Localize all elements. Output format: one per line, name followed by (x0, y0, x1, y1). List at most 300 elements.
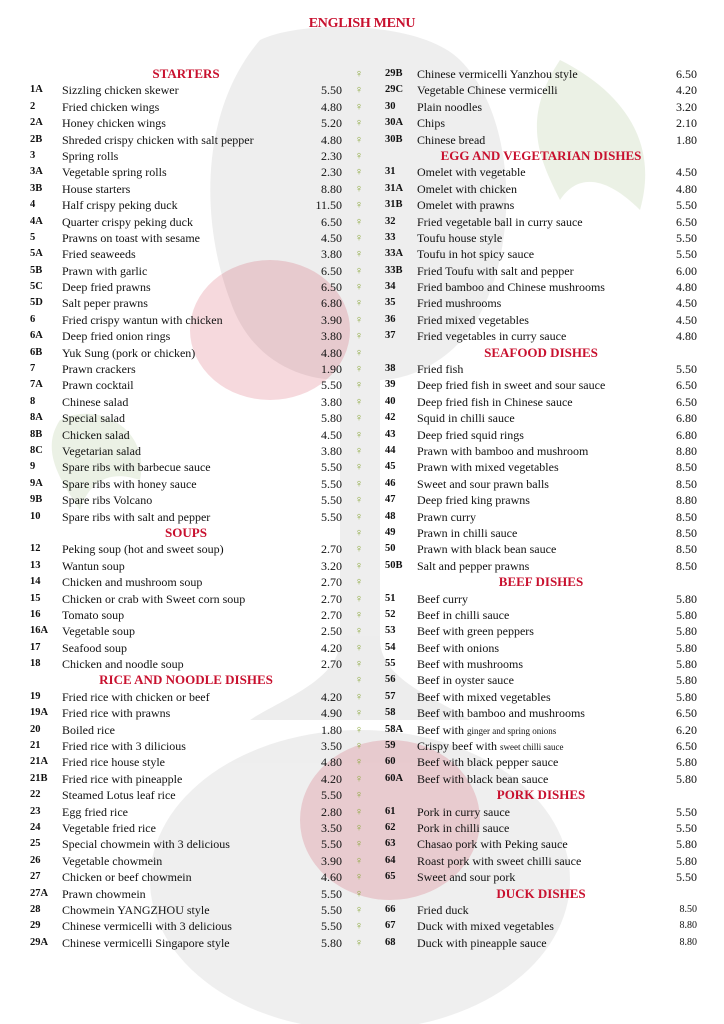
item-name (417, 328, 566, 344)
menu-item-row (30, 246, 342, 262)
menu-item-row (30, 181, 342, 197)
menu-item-row (385, 197, 697, 213)
item-name-text: Fried chicken wings (62, 99, 160, 114)
item-number: 48 (385, 510, 396, 522)
item-name-text: Deep fried fish in Chinese sauce (417, 394, 573, 409)
item-name (417, 361, 463, 377)
item-name (417, 66, 578, 82)
menu-item-row (385, 869, 697, 885)
item-name (62, 689, 210, 705)
item-name-text: Quarter crispy peking duck (62, 214, 193, 229)
menu-item-row (385, 689, 697, 705)
divider-glyph-icon: ♀ (354, 346, 364, 359)
menu-item-row (385, 279, 697, 295)
divider-glyph-icon: ♀ (354, 166, 364, 179)
item-price: 4.80 (321, 132, 342, 147)
item-price: 2.70 (321, 607, 342, 622)
item-name-text: Fried mushrooms (417, 296, 502, 311)
divider-glyph-icon: ♀ (354, 84, 364, 97)
item-name-text: Fried mixed vegetables (417, 312, 529, 327)
item-name (417, 541, 556, 557)
menu-item-row (30, 443, 342, 459)
item-number: 43 (385, 428, 396, 440)
menu-item-row (30, 82, 342, 98)
item-name (417, 476, 549, 492)
item-name (417, 99, 482, 115)
item-number: 29A (30, 936, 49, 948)
item-name-text: Beef with mushrooms (417, 657, 523, 672)
item-name (62, 509, 210, 525)
item-price: 8.50 (679, 903, 697, 915)
item-name-text: Chicken or beef chowmein (62, 870, 192, 885)
menu-item-row (30, 476, 342, 492)
item-name (62, 181, 130, 197)
menu-item-row (30, 738, 342, 754)
divider-glyph-icon: ♀ (354, 199, 364, 212)
item-number: 18 (30, 658, 41, 670)
item-name-text: Chicken and mushroom soup (62, 575, 203, 590)
item-name (417, 705, 585, 721)
section-heading: STARTERS (152, 66, 220, 81)
divider-glyph-icon: ♀ (354, 68, 364, 80)
item-number: 1A (30, 84, 43, 96)
item-name (62, 804, 128, 820)
item-number: 2B (30, 133, 43, 145)
item-price: 3.90 (321, 853, 342, 868)
item-number: 57 (385, 690, 396, 702)
item-number: 2 (30, 100, 36, 112)
item-number: 29 (30, 920, 41, 932)
menu-item-row (385, 804, 697, 820)
item-number: 14 (30, 576, 41, 588)
item-name (417, 656, 523, 672)
item-name-text: Chinese vermicelli with 3 delicious (62, 919, 232, 934)
item-number: 12 (30, 543, 41, 555)
menu-item-row (30, 623, 342, 639)
menu-item-row (30, 295, 342, 311)
item-price: 1.80 (321, 722, 342, 737)
item-price: 6.50 (676, 394, 697, 409)
item-number: 46 (385, 477, 396, 489)
item-price: 8.50 (676, 509, 697, 524)
item-name (417, 492, 530, 508)
divider-glyph-icon: ♀ (354, 444, 364, 457)
item-number: 21B (30, 772, 48, 784)
item-name-text: Spare ribs with honey sauce (62, 476, 197, 491)
item-name-text: Prawn with bamboo and mushroom (417, 443, 589, 458)
item-price: 4.50 (321, 230, 342, 245)
item-number: 60 (385, 756, 396, 768)
item-name-text: Beef with (417, 722, 464, 737)
divider-glyph-icon: ♀ (354, 281, 364, 294)
item-price: 3.50 (321, 739, 342, 754)
divider-glyph-icon: ♀ (354, 428, 364, 441)
item-number: 24 (30, 821, 41, 833)
item-name (417, 771, 548, 787)
menu-item-row (385, 312, 697, 328)
item-name-text: Fried duck (417, 902, 469, 917)
item-name (62, 263, 147, 279)
item-price: 5.50 (321, 788, 342, 803)
item-name-text: Wantun soup (62, 558, 125, 573)
menu-item-row (30, 541, 342, 557)
item-number: 33A (385, 248, 404, 260)
item-name-text: Deep fried king prawns (417, 493, 530, 508)
item-name (417, 197, 514, 213)
item-name (417, 214, 583, 230)
item-name-text: Beef in oyster sauce (417, 673, 514, 688)
menu-item-row (385, 230, 697, 246)
menu-item-row (385, 623, 697, 639)
menu-item-row (30, 115, 342, 131)
item-price: 4.80 (676, 329, 697, 344)
item-price: 2.70 (321, 591, 342, 606)
menu-item-row (30, 836, 342, 852)
item-name-small: ginger and spring onions (467, 725, 557, 736)
item-number: 25 (30, 838, 41, 850)
item-number: 7 (30, 363, 36, 375)
item-price: 6.50 (676, 214, 697, 229)
item-name (62, 558, 125, 574)
item-price: 6.80 (321, 296, 342, 311)
item-number: 30A (385, 117, 404, 129)
item-name-text: Omelet with chicken (417, 181, 517, 196)
divider-glyph-icon: ♀ (354, 592, 364, 605)
item-number: 31B (385, 199, 403, 211)
item-number: 58 (385, 707, 396, 719)
item-price: 4.50 (676, 165, 697, 180)
menu-item-row (30, 722, 342, 738)
item-name (62, 279, 151, 295)
item-name (62, 99, 159, 115)
menu-item-row (385, 672, 697, 688)
item-number: 5A (30, 248, 43, 260)
item-number: 16A (30, 625, 49, 637)
divider-glyph-icon: ♀ (354, 149, 364, 162)
menu-item-row (30, 132, 342, 148)
item-price: 3.50 (321, 820, 342, 835)
item-price: 8.80 (676, 443, 697, 458)
item-name-text: Fried crispy wantun with chicken (62, 312, 223, 327)
section-heading: RICE AND NOODLE DISHES (99, 672, 273, 688)
menu-item-row (385, 377, 697, 393)
item-price: 5.50 (321, 493, 342, 508)
divider-glyph-icon: ♀ (354, 576, 364, 589)
menu-item-row (30, 935, 342, 951)
menu-item-row (385, 361, 697, 377)
item-number: 33B (385, 264, 403, 276)
item-name-text: Toufu house style (417, 230, 503, 245)
menu-right-column (385, 66, 697, 951)
item-name (417, 623, 534, 639)
item-name (62, 214, 193, 230)
item-name (417, 181, 517, 197)
menu-item-row (30, 345, 342, 361)
item-price: 4.50 (676, 312, 697, 327)
item-number: 51 (385, 592, 396, 604)
divider-glyph-icon: ♀ (354, 248, 364, 261)
item-name-text: Deep fried fish in sweet and sour sauce (417, 378, 606, 393)
item-number: 15 (30, 592, 41, 604)
menu-item-row (30, 689, 342, 705)
item-name (417, 509, 476, 525)
item-name (417, 263, 574, 279)
item-name (417, 607, 509, 623)
item-name (62, 427, 130, 443)
item-name (62, 623, 135, 639)
item-name (62, 476, 197, 492)
item-name (417, 246, 534, 262)
item-price: 5.80 (676, 771, 697, 786)
item-name (62, 82, 179, 98)
item-number: 60A (385, 772, 404, 784)
item-price: 2.70 (321, 657, 342, 672)
item-name-text: Prawn crackers (62, 362, 136, 377)
divider-glyph-icon: ♀ (354, 100, 364, 113)
item-price: 8.50 (676, 476, 697, 491)
divider-glyph-icon: ♀ (354, 920, 364, 933)
item-number: 20 (30, 723, 41, 735)
item-name (62, 607, 124, 623)
menu-item-row (30, 902, 342, 918)
item-number: 35 (385, 297, 396, 309)
item-number: 36 (385, 313, 396, 325)
item-name-text: Toufu in hot spicy sauce (417, 247, 535, 262)
item-name-text: Chinese salad (62, 394, 129, 409)
item-name (417, 722, 556, 739)
menu-item-row (30, 377, 342, 393)
menu-item-row (30, 869, 342, 885)
item-name (417, 640, 499, 656)
item-name (417, 754, 558, 770)
menu-item-row (385, 459, 697, 475)
item-number: 2A (30, 117, 43, 129)
item-number: 49 (385, 526, 396, 538)
item-price: 3.80 (321, 247, 342, 262)
page-title: ENGLISH MENU (308, 16, 416, 31)
menu-item-row (385, 181, 697, 197)
item-number: 23 (30, 805, 41, 817)
item-price: 5.80 (321, 411, 342, 426)
item-name (62, 410, 125, 426)
divider-glyph-icon: ♀ (354, 363, 364, 376)
item-price: 2.70 (321, 542, 342, 557)
menu-item-row (30, 787, 342, 803)
item-name (417, 902, 469, 918)
item-name-text: Beef with onions (417, 640, 499, 655)
menu-item-row (385, 263, 697, 279)
menu-item-row (385, 427, 697, 443)
menu-left-column (30, 66, 342, 951)
item-name (417, 836, 568, 852)
item-price: 6.80 (676, 427, 697, 442)
item-price: 5.80 (676, 689, 697, 704)
item-name-text: Duck with pineapple sauce (417, 935, 547, 950)
item-price: 6.80 (676, 411, 697, 426)
item-name (417, 935, 547, 951)
item-name-text: Prawn curry (417, 509, 476, 524)
menu-item-row (385, 295, 697, 311)
item-price: 3.80 (321, 394, 342, 409)
item-price: 6.50 (321, 214, 342, 229)
item-name-text: Chinese vermicelli Singapore style (62, 935, 230, 950)
item-number: 17 (30, 641, 41, 653)
item-name-text: Pork in chilli sauce (417, 820, 510, 835)
item-name (62, 361, 136, 377)
item-number: 13 (30, 559, 41, 571)
menu-item-row (30, 705, 342, 721)
item-name-text: Fried rice with chicken or beef (62, 689, 210, 704)
item-number: 22 (30, 789, 41, 801)
item-price: 5.50 (676, 804, 697, 819)
divider-glyph-icon: ♀ (354, 625, 364, 638)
item-number: 8B (30, 428, 43, 440)
menu-item-row (385, 394, 697, 410)
divider-glyph-icon: ♀ (354, 936, 364, 949)
item-name-text: Fried bamboo and Chinese mushrooms (417, 280, 605, 295)
divider-glyph-icon: ♀ (354, 133, 364, 146)
item-price: 5.50 (676, 820, 697, 835)
menu-item-row (30, 558, 342, 574)
divider-glyph-icon: ♀ (354, 772, 364, 785)
item-price: 6.00 (676, 263, 697, 278)
item-price: 2.30 (321, 148, 342, 163)
item-price: 8.80 (676, 493, 697, 508)
menu-item-row (385, 656, 697, 672)
item-name-text: Beef with black pepper sauce (417, 755, 559, 770)
menu-item-row (385, 246, 697, 262)
item-name-text: Prawn in chilli sauce (417, 525, 518, 540)
item-name-text: Duck with mixed vegetables (417, 919, 554, 934)
item-number: 3 (30, 149, 36, 161)
divider-glyph-icon: ♀ (354, 608, 364, 621)
divider-glyph-icon: ♀ (354, 215, 364, 228)
item-number: 66 (385, 903, 396, 915)
item-name-text: Fried fish (417, 362, 464, 377)
item-number: 50B (385, 559, 403, 571)
item-number: 5B (30, 264, 43, 276)
item-price: 5.50 (321, 837, 342, 852)
item-name-text: Roast pork with sweet chilli sauce (417, 853, 582, 868)
menu-item-row (30, 361, 342, 377)
item-name-text: Chicken or crab with Sweet corn soup (62, 591, 246, 606)
item-name (417, 312, 529, 328)
item-price: 3.20 (676, 99, 697, 114)
item-name-text: Prawn with black bean sauce (417, 542, 557, 557)
item-name (417, 427, 524, 443)
item-price: 4.20 (321, 640, 342, 655)
menu-item-row (30, 853, 342, 869)
item-price: 4.60 (321, 870, 342, 885)
item-price: 5.50 (321, 919, 342, 934)
item-price: 5.80 (676, 837, 697, 852)
item-name-text: Spring rolls (62, 148, 119, 163)
item-price: 8.80 (321, 181, 342, 196)
divider-glyph-icon: ♀ (354, 461, 364, 474)
item-number: 5 (30, 231, 36, 243)
item-name (62, 869, 192, 885)
item-name-text: Boiled rice (62, 722, 115, 737)
item-name-text: Seafood soup (62, 640, 127, 655)
item-number: 32 (385, 215, 396, 227)
item-number: 4A (30, 215, 43, 227)
item-number: 5C (30, 281, 43, 293)
item-price: 4.50 (321, 427, 342, 442)
item-price: 4.80 (321, 755, 342, 770)
item-name-text: Prawns on toast with sesame (62, 230, 200, 245)
item-number: 29B (385, 68, 403, 79)
item-number: 64 (385, 854, 396, 866)
item-name-text: Plain noodles (417, 99, 482, 114)
item-number: 42 (385, 412, 396, 424)
item-name (62, 132, 254, 148)
item-name (62, 541, 224, 557)
item-name (417, 377, 605, 393)
item-name-text: Egg fried rice (62, 804, 128, 819)
item-price: 5.50 (676, 362, 697, 377)
menu-item-row (30, 459, 342, 475)
item-number: 31A (385, 182, 404, 194)
item-name-text: Vegetable soup (62, 624, 135, 639)
item-name-text: Fried Toufu with salt and pepper (417, 263, 574, 278)
item-name (417, 820, 509, 836)
menu-item-row (385, 935, 697, 951)
divider-glyph-icon: ♀ (354, 641, 364, 654)
divider-glyph-icon: ♀ (354, 182, 364, 195)
item-price: 5.50 (321, 378, 342, 393)
item-number: 7A (30, 379, 43, 391)
item-name-text: Chicken and noodle soup (62, 657, 184, 672)
item-name (62, 115, 166, 131)
item-number: 19 (30, 690, 41, 702)
menu-item-row (385, 115, 697, 131)
item-number: 68 (385, 936, 396, 948)
menu-item-row (385, 492, 697, 508)
item-name-text: Beef with mixed vegetables (417, 689, 551, 704)
divider-glyph-icon: ♀ (354, 690, 364, 703)
menu-item-row (385, 902, 697, 918)
item-name-text: Omelet with vegetable (417, 165, 526, 180)
divider-glyph-icon: ♀ (354, 510, 364, 523)
divider-glyph-icon: ♀ (354, 379, 364, 392)
item-number: 56 (385, 674, 396, 686)
item-name-text: Peking soup (hot and sweet soup) (62, 542, 224, 557)
menu-item-row (30, 574, 342, 590)
item-name (62, 492, 152, 508)
item-number: 9A (30, 477, 43, 489)
item-name (62, 328, 170, 344)
item-name (417, 869, 515, 885)
menu-item-row (30, 509, 342, 525)
item-name (62, 771, 182, 787)
item-number: 33 (385, 231, 396, 243)
divider-glyph-icon: ♀ (354, 838, 364, 851)
item-name-text: Shreded crispy chicken with salt pepper (62, 132, 254, 147)
item-price: 6.50 (321, 263, 342, 278)
item-price: 5.80 (676, 657, 697, 672)
divider-glyph-icon: ♀ (354, 805, 364, 818)
item-name (62, 345, 195, 361)
divider-glyph-icon: ♀ (354, 297, 364, 310)
item-price: 5.80 (676, 673, 697, 688)
menu-item-row (385, 66, 697, 82)
section-heading: SEAFOOD DISHES (484, 344, 598, 360)
item-name (62, 902, 210, 918)
item-price: 4.20 (321, 771, 342, 786)
item-number: 16 (30, 608, 41, 620)
item-number: 8A (30, 412, 43, 424)
menu-item-row (385, 820, 697, 836)
